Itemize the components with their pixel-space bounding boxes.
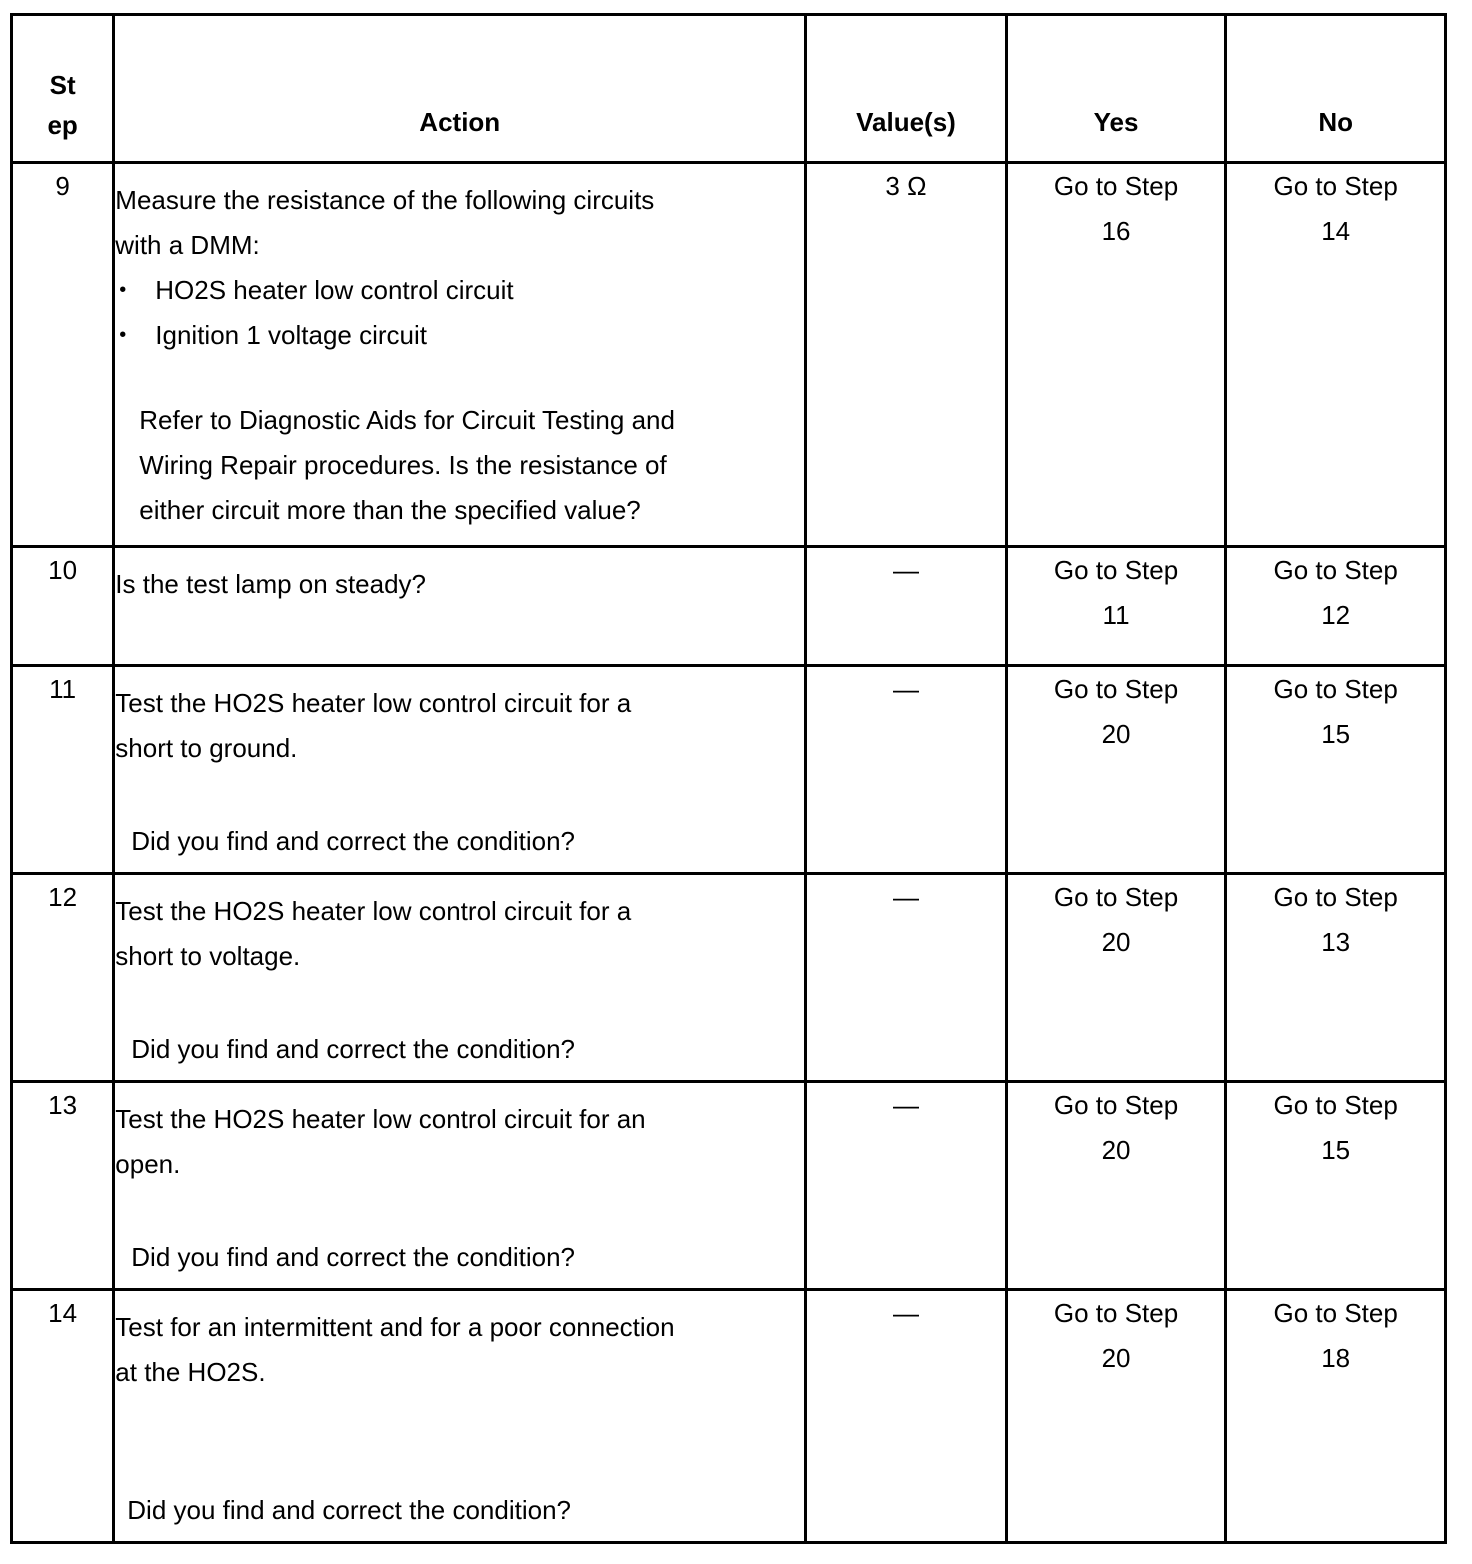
- table-row: [12, 666, 1446, 874]
- action-cell: [114, 1290, 806, 1543]
- action-text: short to voltage.: [115, 941, 301, 971]
- yes-cell: Go to Step 20: [1006, 1082, 1226, 1290]
- value-cell: 3 Ω: [806, 163, 1007, 547]
- diagnostic-table: [10, 13, 1447, 1544]
- no-cell: Go to Step 12: [1226, 547, 1446, 666]
- no-cell: Go to Step 13: [1226, 874, 1446, 1082]
- step-number: 13: [12, 1082, 114, 1290]
- step-number: 9: [12, 163, 114, 547]
- value-cell: —: [806, 874, 1007, 1082]
- table-row: [12, 874, 1446, 1082]
- no-cell: Go to Step 15: [1226, 666, 1446, 874]
- yes-cell: Go to Step 16: [1006, 163, 1226, 547]
- yes-cell: Go to Step 20: [1006, 1290, 1226, 1543]
- action-text: Test the HO2S heater low control circuit for a: [115, 896, 632, 926]
- action-text: Test the HO2S heater low control circuit for a: [115, 688, 632, 718]
- header-action: Action: [114, 15, 806, 163]
- action-question: Did you find and correct the condition?: [127, 1495, 571, 1525]
- header-yes: Yes: [1006, 15, 1226, 163]
- value-cell: —: [806, 1290, 1007, 1543]
- action-question: Did you find and correct the condition?: [131, 826, 575, 856]
- action-cell: [114, 547, 806, 666]
- action-text: with a DMM:: [115, 230, 260, 260]
- bullet-item: • HO2S heater low control circuit: [115, 268, 804, 313]
- step-number: 10: [12, 547, 114, 666]
- action-cell: [114, 666, 806, 874]
- action-text: Test the HO2S heater low control circuit for an: [115, 1104, 646, 1134]
- action-text: open.: [115, 1149, 181, 1179]
- header-no: No: [1226, 15, 1446, 163]
- action-text: Is the test lamp on steady?: [115, 569, 427, 599]
- action-instructions: [139, 398, 675, 533]
- step-number: 12: [12, 874, 114, 1082]
- header-step: St ep: [12, 15, 114, 163]
- action-text: Wiring Repair procedures. Is the resistance of: [139, 450, 667, 480]
- action-question: Did you find and correct the condition?: [131, 1242, 575, 1272]
- no-cell: Go to Step 15: [1226, 1082, 1446, 1290]
- step-number: 11: [12, 666, 114, 874]
- bullet-item: • Ignition 1 voltage circuit: [115, 313, 804, 358]
- value-cell: —: [806, 547, 1007, 666]
- action-cell: [114, 874, 806, 1082]
- action-text: at the HO2S.: [115, 1357, 266, 1387]
- action-text: short to ground.: [115, 733, 298, 763]
- no-cell: Go to Step 18: [1226, 1290, 1446, 1543]
- action-cell: [114, 1082, 806, 1290]
- action-text: either circuit more than the specified value?: [139, 495, 641, 525]
- action-text: Refer to Diagnostic Aids for Circuit Testing and: [139, 405, 675, 435]
- table-row: [12, 547, 1446, 666]
- step-number: 14: [12, 1290, 114, 1543]
- no-cell: Go to Step 14: [1226, 163, 1446, 547]
- yes-cell: Go to Step 11: [1006, 547, 1226, 666]
- header-values: Value(s): [806, 15, 1007, 163]
- action-cell: [114, 163, 806, 547]
- action-question: Did you find and correct the condition?: [131, 1034, 575, 1064]
- header-row: [12, 15, 1446, 163]
- action-text: Test for an intermittent and for a poor connection: [115, 1312, 675, 1342]
- yes-cell: Go to Step 20: [1006, 666, 1226, 874]
- value-cell: —: [806, 666, 1007, 874]
- table-row: [12, 1082, 1446, 1290]
- table-row: [12, 1290, 1446, 1543]
- yes-cell: Go to Step 20: [1006, 874, 1226, 1082]
- action-text: Measure the resistance of the following circuits: [115, 185, 655, 215]
- value-cell: —: [806, 1082, 1007, 1290]
- table-row: [12, 163, 1446, 547]
